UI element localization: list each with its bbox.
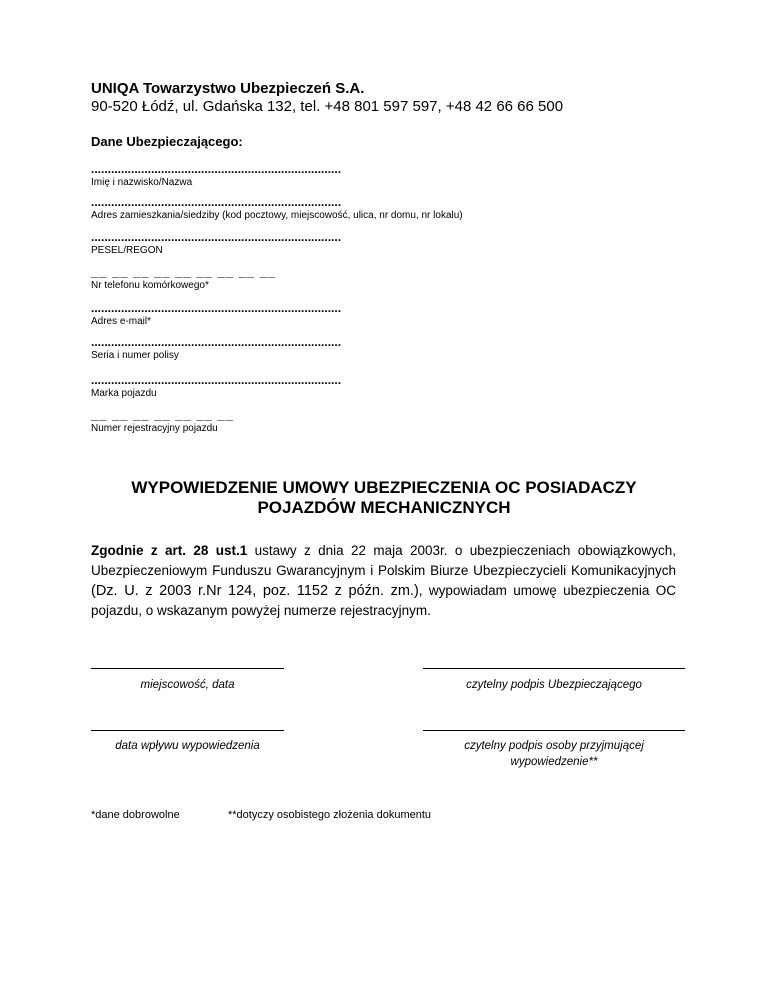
dotted-fill-line: ........................................................................... <box>91 163 342 175</box>
insured-signature-line <box>423 668 685 669</box>
receipt-date-label: data wpływu wypowiedzenia <box>115 740 260 752</box>
field-policy <box>91 336 341 362</box>
field-email <box>91 302 341 328</box>
document-title <box>0 478 768 518</box>
field-label-phone: Nr telefonu komórkowego* <box>91 280 209 291</box>
company-name: UNIQA Towarzystwo Ubezpieczeń S.A. <box>91 80 365 97</box>
field-label-policy: Seria i numer polisy <box>91 350 179 361</box>
field-phone <box>91 266 276 292</box>
receiver-signature-line <box>423 730 685 731</box>
dotted-fill-line: ........................................................................... <box>91 196 342 208</box>
body-citation: (Dz. U. z 2003 r.Nr 124, poz. 1152 z późn. zm.) <box>91 583 419 599</box>
place-date-label: miejscowość, data <box>140 679 235 691</box>
field-plate <box>91 409 234 435</box>
insured-signature-label: czytelny podpis Ubezpieczającego <box>466 679 642 691</box>
dotted-fill-line: ........................................................................... <box>91 231 342 243</box>
field-address <box>91 196 463 222</box>
company-address: 90-520 Łódź, ul. Gdańska 132, tel. +48 801 597 597, +48 42 66 66 500 <box>91 98 564 115</box>
dotted-fill-line: ........................................................................... <box>91 374 342 386</box>
document-title-line2: POJAZDÓW MECHANICZNYCH <box>257 498 511 517</box>
field-label-make: Marka pojazdu <box>91 388 157 399</box>
field-label-email: Adres e-mail* <box>91 316 152 327</box>
section-title: Dane Ubezpieczającego: <box>91 134 243 149</box>
field-name <box>91 163 341 189</box>
receiver-signature-label: czytelny podpis osoby przyjmującej wypowiedzenie** <box>464 740 644 768</box>
dotted-fill-line: ........................................................................... <box>91 336 342 348</box>
dotted-fill-line: ........................................................................... <box>91 302 342 314</box>
field-label-name: Imię i nazwisko/Nazwa <box>91 177 193 188</box>
dashed-fill-line: __ __ __ __ __ __ __ <box>91 407 234 422</box>
field-label-address: Adres zamieszkania/siedziby (kod pocztowy, miejscowość, ulica, nr domu, nr lokalu) <box>91 210 463 221</box>
body-part1: ustawy z dnia 22 maja 2003r. o ubezpieczeniach obowiązkowych, Ubezpieczeniowym Funduszu Gwarancyjnym i Polskim Biurze Ubezpieczycieli Komunikacyjnych <box>91 543 676 578</box>
footnote-personal: **dotyczy osobistego złożenia dokumentu <box>228 809 432 821</box>
body-paragraph <box>91 541 676 621</box>
dashed-fill-line: __ __ __ __ __ __ __ __ __ <box>91 264 277 279</box>
footnote-optional: *dane dobrowolne <box>91 809 180 821</box>
field-label-pesel: PESEL/REGON <box>91 245 163 256</box>
field-label-plate: Numer rejestracyjny pojazdu <box>91 423 218 434</box>
field-make <box>91 374 341 400</box>
body-part2: , wypowiadam umowę ubezpieczenia OC pojazdu, o wskazanym powyżej numerze rejestracyjnym. <box>91 583 676 618</box>
body-bold-intro: Zgodnie z art. 28 ust.1 <box>91 543 248 558</box>
document-title-line1: WYPOWIEDZENIE UMOWY UBEZPIECZENIA OC POSIADACZY <box>131 478 637 497</box>
place-date-line <box>91 668 284 669</box>
field-pesel <box>91 231 341 257</box>
receipt-date-line <box>91 730 284 731</box>
